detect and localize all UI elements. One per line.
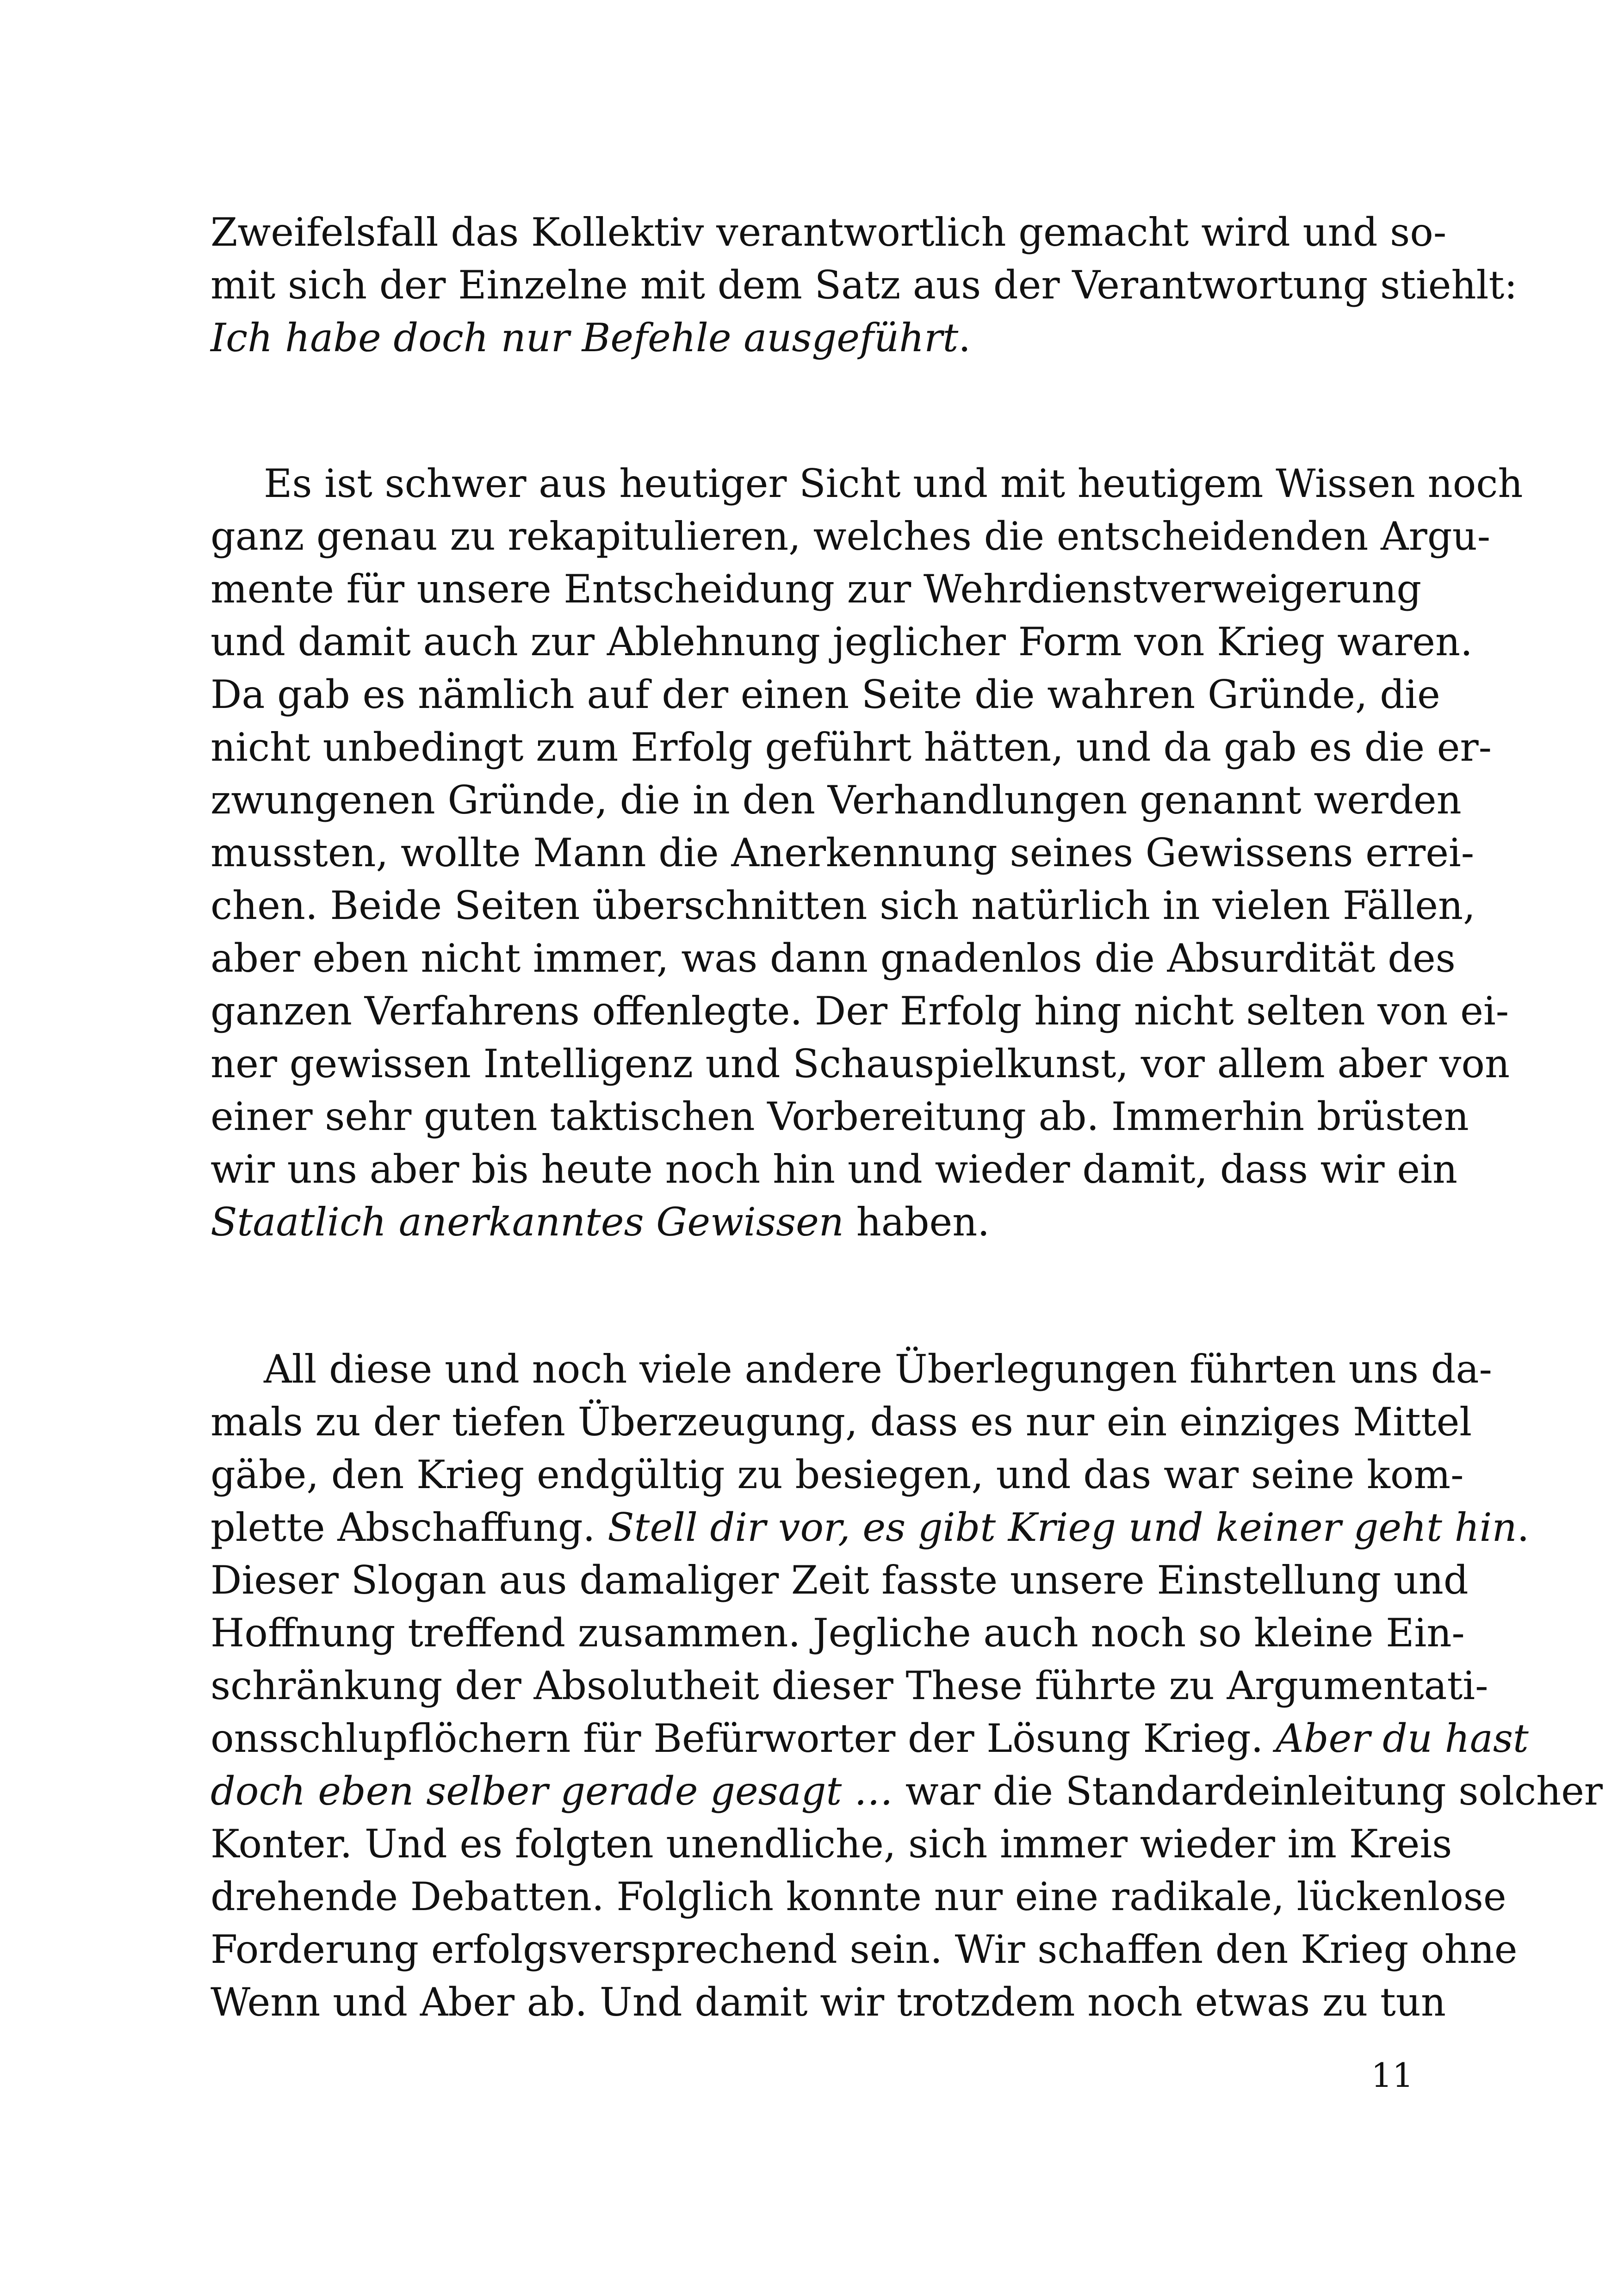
text-run: mit sich der Einzelne mit dem Satz aus der Verantwortung stiehlt: xyxy=(211,262,1518,308)
text-run: war die Standardeinleitung solcher xyxy=(893,1769,1603,1814)
text-run: zwungenen Gründe, die in den Verhandlungen genannt werden xyxy=(211,777,1462,823)
text-run: haben. xyxy=(843,1199,990,1245)
text-line xyxy=(211,1501,1530,1554)
text-line xyxy=(211,1923,1518,1976)
paragraph xyxy=(211,206,1518,364)
text-run: ganz genau zu rekapitulieren, welches die entscheidenden Argu- xyxy=(211,514,1491,559)
text-run: mals zu der tiefen Überzeugung, dass es nur ein einziges Mittel xyxy=(211,1399,1472,1445)
text-line xyxy=(211,1196,1413,1248)
text-run: Da gab es nämlich auf der einen Seite die wahren Gründe, die xyxy=(211,672,1440,717)
text-line xyxy=(211,563,1422,615)
text-line xyxy=(211,1659,1488,1712)
text-line xyxy=(211,774,1462,826)
text-line xyxy=(211,932,1456,985)
text-run: Konter. Und es folgten unendliche, sich immer wieder im Kreis xyxy=(211,1821,1452,1867)
italic-text: Aber du hast xyxy=(1276,1716,1529,1761)
text-line xyxy=(211,1396,1472,1448)
text-run: einer sehr guten taktischen Vorbereitung ab. Immerhin brüsten xyxy=(211,1094,1469,1139)
text-line xyxy=(211,510,1491,563)
text-line xyxy=(211,615,1473,668)
text-run: All diese und noch viele andere Überlegungen führten uns da- xyxy=(264,1347,1492,1392)
text-line xyxy=(211,1712,1529,1765)
text-run: onsschlupflöchern für Befürworter der Lösung Krieg. xyxy=(211,1716,1276,1761)
text-line xyxy=(211,1090,1469,1143)
text-line xyxy=(211,206,1447,259)
text-run: ner gewissen Intelligenz und Schauspielkunst, vor allem aber von xyxy=(211,1041,1510,1086)
text-run: . xyxy=(958,315,971,360)
text-line xyxy=(211,879,1475,932)
text-line xyxy=(211,826,1475,879)
text-line xyxy=(211,985,1509,1037)
italic-text: doch eben selber gerade gesagt … xyxy=(211,1769,893,1814)
text-line xyxy=(211,1607,1465,1659)
text-line xyxy=(211,457,1523,510)
text-line xyxy=(211,1818,1452,1870)
text-line xyxy=(211,1870,1506,1923)
text-line xyxy=(211,668,1440,721)
text-line xyxy=(211,311,1413,364)
italic-text: Staatlich anerkanntes Gewissen xyxy=(211,1199,844,1245)
text-run: Forderung erfolgsversprechend sein. Wir schaffen den Krieg ohne xyxy=(211,1927,1518,1972)
text-line xyxy=(211,1343,1492,1396)
text-line xyxy=(211,1037,1510,1090)
text-run: mussten, wollte Mann die Anerkennung seines Gewissens errei- xyxy=(211,830,1475,875)
text-line xyxy=(211,1143,1457,1196)
text-run: wir uns aber bis heute noch hin und wieder damit, dass wir ein xyxy=(211,1147,1457,1192)
text-run: und damit auch zur Ablehnung jeglicher Form von Krieg waren. xyxy=(211,619,1473,664)
text-line xyxy=(211,1765,1603,1818)
text-run: schränkung der Absolutheit dieser These führte zu Argumentati- xyxy=(211,1663,1488,1708)
text-run: chen. Beide Seiten überschnitten sich natürlich in vielen Fällen, xyxy=(211,883,1475,928)
text-run: nicht unbedingt zum Erfolg geführt hätten, und da gab es die er- xyxy=(211,725,1492,770)
paragraph xyxy=(211,457,1523,1248)
text-run: Es ist schwer aus heutiger Sicht und mit heutigem Wissen noch xyxy=(264,461,1523,506)
text-run: plette Abschaffung. xyxy=(211,1505,608,1550)
text-run: gäbe, den Krieg endgültig zu besiegen, und das war seine kom- xyxy=(211,1452,1464,1497)
italic-text: Stell dir vor, es gibt Krieg und keiner geht hin xyxy=(608,1505,1517,1550)
text-run: Dieser Slogan aus damaliger Zeit fasste unsere Einstellung und xyxy=(211,1558,1469,1603)
text-run: drehende Debatten. Folglich konnte nur eine radikale, lückenlose xyxy=(211,1874,1506,1919)
text-run: Hoffnung treffend zusammen. Jegliche auch noch so kleine Ein- xyxy=(211,1610,1465,1656)
text-line xyxy=(211,1976,1446,2029)
page-number: 11 xyxy=(1371,2056,1413,2095)
text-run: ganzen Verfahrens offenlegte. Der Erfolg hing nicht selten von ei- xyxy=(211,988,1509,1034)
text-line xyxy=(211,259,1518,311)
italic-text: Ich habe doch nur Befehle ausgeführt xyxy=(211,315,959,360)
text-line xyxy=(211,1448,1464,1501)
text-run: . xyxy=(1517,1505,1530,1550)
text-run: aber eben nicht immer, was dann gnadenlos die Absurdität des xyxy=(211,936,1456,981)
text-run: mente für unsere Entscheidung zur Wehrdienstverweigerung xyxy=(211,566,1422,612)
text-line xyxy=(211,1554,1469,1607)
paragraph xyxy=(211,1343,1603,2029)
text-run: Zweifelsfall das Kollektiv verantwortlich gemacht wird und so- xyxy=(211,210,1447,255)
text-line xyxy=(211,721,1492,774)
text-run: Wenn und Aber ab. Und damit wir trotzdem noch etwas zu tun xyxy=(211,1980,1446,2025)
